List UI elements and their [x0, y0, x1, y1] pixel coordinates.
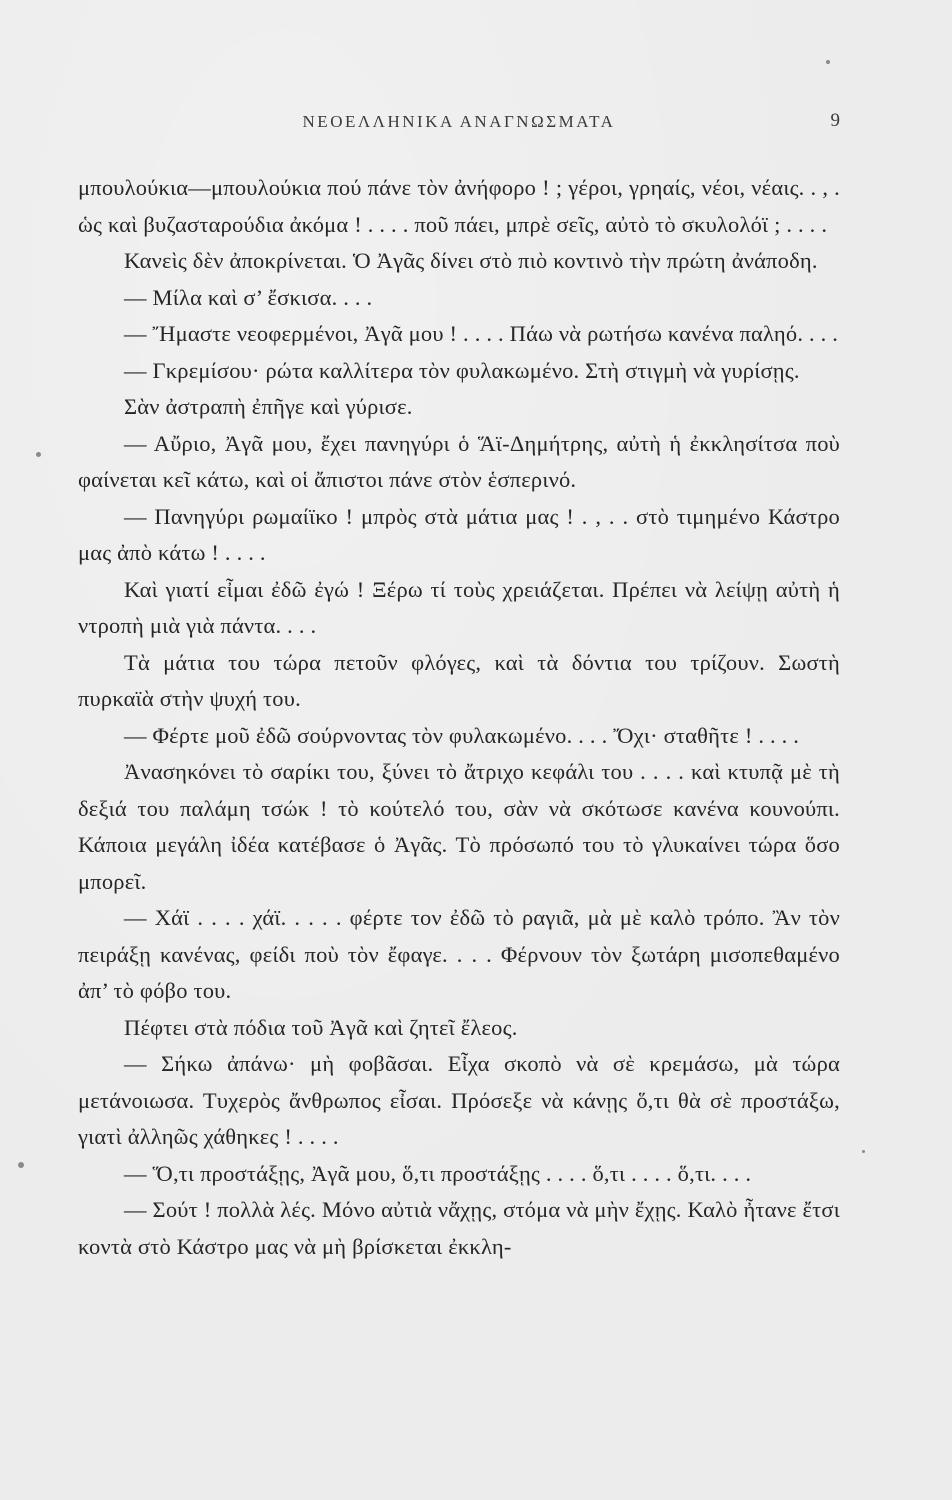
paragraph: — Ὅ,τι προστάξῃς, Ἀγᾶ μου, ὅ,τι προστάξῃς . . . . ὅ,τι . . . . ὅ,τι. . . .	[124, 1160, 752, 1186]
paragraph: — Μίλα καὶ σ’ ἔσκισα. . . .	[124, 284, 373, 310]
paragraph: Τὰ μάτια του τώρα πετοῦν φλόγες, καὶ τὰ δόντια του τρίζουν. Σωστὴ πυρκαϊὰ στὴν ψυχή του.	[78, 649, 840, 711]
paragraph: — Πανηγύρι ρωμαίϊκο ! μπρὸς στὰ μάτια μας ! . , . . στὸ τιμημένο Κάστρο μας ἀπὸ κάτω ! . . . .	[78, 503, 840, 565]
paper-speck	[826, 60, 830, 64]
paragraph: — Ἤμαστε νεοφερμένοι, Ἀγᾶ μου ! . . . . Πάω νὰ ρωτήσω κανένα παληό. . . .	[124, 321, 839, 346]
body-text	[78, 170, 840, 1265]
paragraph: — Σήκω ἀπάνω· μὴ φοβᾶσαι. Εἶχα σκοπὸ νὰ σὲ κρεμάσω, μὰ τώρα μετάνοιωσα. Τυχερὸς ἄνθρωπος εἶσαι. Πρόσεξε νὰ κάνῃς ὅ,τι θὰ σὲ προστάξω, γιατὶ ἀλληῶς χάθηκες ! . . . .	[78, 1051, 840, 1149]
running-header	[78, 108, 840, 138]
paragraph: μπουλούκια—μπουλούκια πού πάνε τὸν ἀνήφορο ! ; γέροι, γρηαίς, νέοι, νέαις. . , . ὡς καὶ βυζασταρούδια ἀκόμα ! . . . . ποῦ πάει, μπρὲ σεῖς, αὐτὸ τὸ σκυλολόϊ ; . . . .	[78, 175, 840, 237]
paragraph: — Σούτ ! πολλὰ λές. Μόνο αὐτιὰ νἄχῃς, στόμα νὰ μὴν ἔχῃς. Καλὸ ἦτανε ἔτσι κοντὰ στὸ Κάστρο μας νὰ μὴ βρίσκεται ἐκκλη-	[78, 1197, 840, 1259]
running-title: ΝΕΟΕΛΛΗΝΙΚΑ ΑΝΑΓΝΩΣΜΑΤΑ	[302, 112, 616, 131]
paragraph: — Φέρτε μοῦ ἐδῶ σούρνοντας τὸν φυλακωμένο. . . . Ὄχι· σταθῆτε ! . . . .	[124, 722, 800, 748]
paragraph: — Αὔριο, Ἀγᾶ μου, ἔχει πανηγύρι ὁ Ἅϊ-Δημήτρης, αὐτὴ ἡ ἐκκλησίτσα ποὺ φαίνεται κεῖ κάτω, καὶ οἱ ἄπιστοι πάνε στὸν ἑσπερινό.	[78, 430, 840, 492]
paragraph: Καὶ γιατί εἶμαι ἐδῶ ἐγώ ! Ξέρω τί τοὺς χρειάζεται. Πρέπει νὰ λείψῃ αὐτὴ ἡ ντροπὴ μιὰ γιὰ πάντα. . . .	[78, 576, 840, 638]
paragraph: Πέφτει στὰ πόδια τοῦ Ἀγᾶ καὶ ζητεῖ ἔλεος.	[124, 1014, 518, 1040]
paragraph: — Γκρεμίσου· ρώτα καλλίτερα τὸν φυλακωμένο. Στὴ στιγμὴ νὰ γυρίσῃς.	[124, 357, 800, 383]
paper-speck	[36, 452, 41, 457]
paragraph: Κανεὶς δὲν ἀποκρίνεται. Ὁ Ἀγᾶς δίνει στὸ πιὸ κοντινὸ τὴν πρώτη ἀνάποδη.	[124, 248, 818, 273]
paragraph: — Χάϊ . . . . χάϊ. . . . . φέρτε τον ἐδῶ τὸ ραγιᾶ, μὰ μὲ καλὸ τρόπο. Ἂν τὸν πειράξῃ κανένας, φείδι ποὺ τὸν ἔφαγε. . . . Φέρνουν τὸν ξωτάρη μισοπεθαμένο ἀπ’ τὸ φόβο του.	[78, 905, 840, 1003]
page-number: 9	[830, 110, 840, 131]
paragraph: Ἀνασηκόνει τὸ σαρίκι του, ξύνει τὸ ἄτριχο κεφάλι του . . . . καὶ κτυπᾷ μὲ τὴ δεξιά του παλάμη τσώκ ! τὸ κούτελό του, σὰν νὰ σκότωσε κανένα κουνούπι. Κάποια μεγάλη ἰδέα κατέβασε ὁ Ἀγᾶς. Τὸ πρόσωπό του τὸ γλυκαίνει τώρα ὅσο μπορεῖ.	[78, 759, 840, 894]
paper-speck	[862, 1150, 865, 1153]
paper-speck	[18, 1162, 24, 1168]
paragraph: Σὰν ἀστραπὴ ἐπῆγε καὶ γύρισε.	[124, 394, 413, 419]
